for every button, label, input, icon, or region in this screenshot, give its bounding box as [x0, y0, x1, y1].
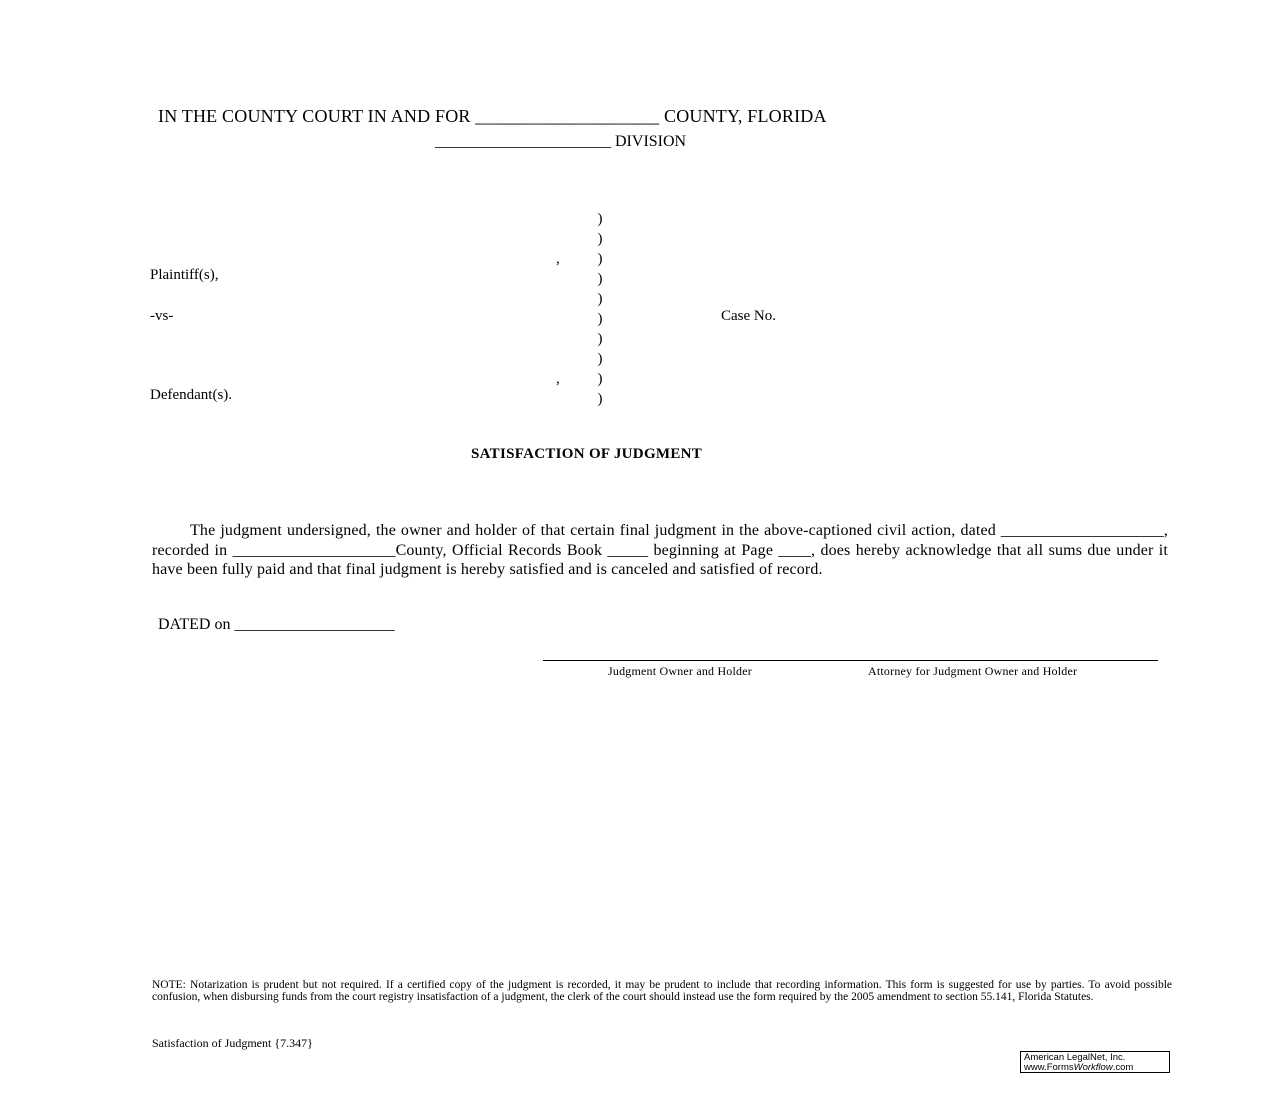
document-title: SATISFACTION OF JUDGMENT — [471, 446, 703, 462]
caption-paren: ) — [597, 251, 603, 267]
caption-paren: ) — [597, 231, 603, 247]
division-heading: ______________________ DIVISION — [435, 133, 687, 150]
caption-paren: ) — [597, 291, 603, 307]
owner-signature-label: Judgment Owner and Holder — [608, 664, 752, 678]
publisher-box — [1020, 1051, 1170, 1073]
attorney-signature-label: Attorney for Judgment Owner and Holder — [868, 664, 1078, 678]
signature-line — [543, 660, 1158, 661]
defendant-comma: , — [556, 371, 560, 387]
vs-label: -vs- — [150, 308, 174, 324]
court-heading: IN THE COUNTY COURT IN AND FOR ____________________ COUNTY, FLORIDA — [158, 106, 827, 126]
case-no-label: Case No. — [721, 308, 776, 324]
publisher-name: American LegalNet, Inc. — [1024, 1052, 1126, 1063]
caption-paren: ) — [597, 371, 603, 387]
note-paragraph: NOTE: Notarization is prudent but not required. If a certified copy of the judgment is recorded, it may be prudent to include that recording information. This form is suggested for use by parties. To avoid possible confusion, when disbursing funds from the court registry insatisfaction of a judgment, the clerk of the court should instead use the form required by the 2005 amendment to section 55.141, Florida Statutes. — [152, 979, 1172, 1003]
publisher-url: www.FormsWorkflow.com — [1024, 1062, 1134, 1073]
plaintiff-comma: , — [556, 251, 560, 267]
caption-paren: ) — [597, 211, 603, 227]
dated-line: DATED on ____________________ — [158, 616, 395, 633]
caption-paren: ) — [597, 391, 603, 407]
caption-paren: ) — [597, 271, 603, 287]
plaintiff-label: Plaintiff(s), — [150, 267, 219, 283]
defendant-label: Defendant(s). — [150, 387, 233, 403]
caption-paren: ) — [597, 311, 603, 327]
caption-paren: ) — [597, 331, 603, 347]
form-id: Satisfaction of Judgment {7.347} — [152, 1036, 313, 1050]
body-paragraph: The judgment undersigned, the owner and holder of that certain final judgment in the above-captioned civil action, dated ____________________, recorded in ____________________County, Official Records Book _____ beginning at Page ____, does hereby acknowledge that all sums due under it have been fully paid and that final judgment is hereby satisfied and is canceled and satisfied of record. — [152, 522, 1168, 578]
caption-paren: ) — [597, 351, 603, 367]
